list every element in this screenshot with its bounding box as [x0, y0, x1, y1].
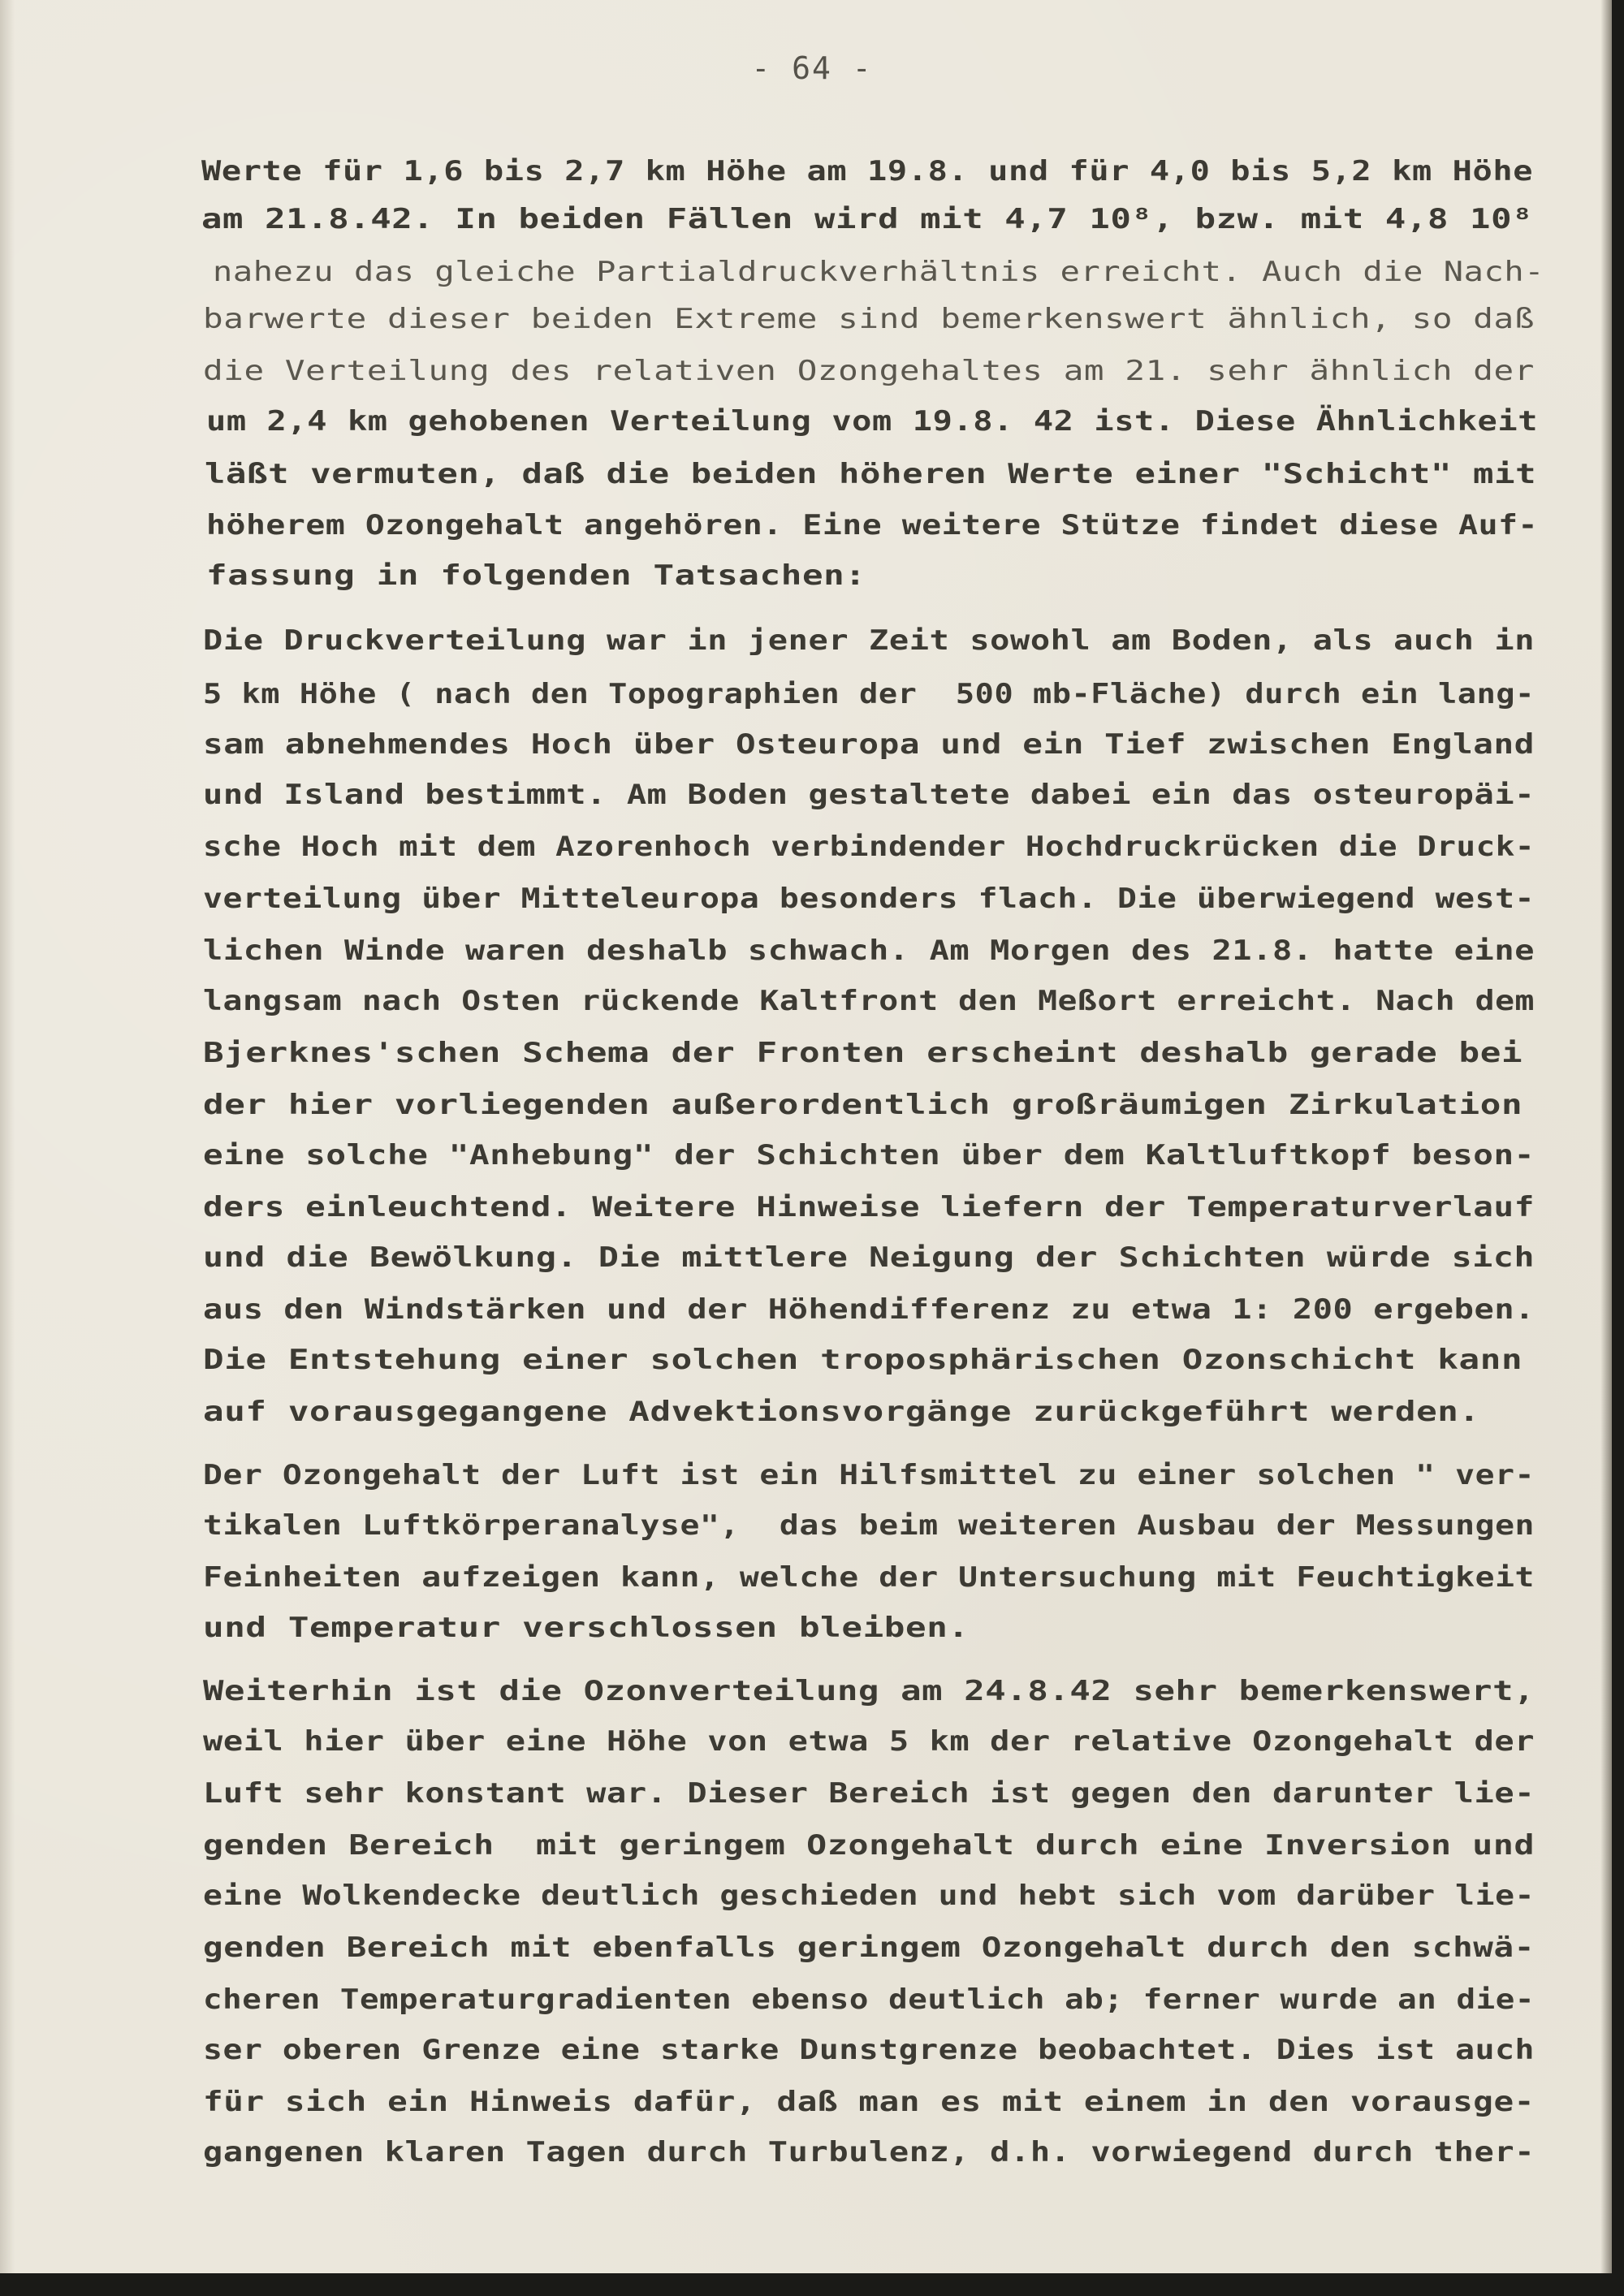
- text-line: am 21.8.42. In beiden Fällen wird mit 4,7 10⁸, bzw. mit 4,8 10⁸: [201, 203, 1534, 235]
- text-line: höherem Ozongehalt angehören. Eine weitere Stütze findet diese Auf-: [206, 509, 1539, 542]
- text-line: gangenen klaren Tagen durch Turbulenz, d.h. vorwiegend durch ther-: [203, 2136, 1535, 2169]
- text-line: langsam nach Osten rückende Kaltfront den Meßort erreicht. Nach dem: [203, 985, 1535, 1017]
- text-line: für sich ein Hinweis dafür, daß man es mit einem in den vorausge-: [203, 2086, 1535, 2118]
- text-line: Luft sehr konstant war. Dieser Bereich ist gegen den darunter lie-: [203, 1777, 1535, 1810]
- text-line: genden Bereich mit geringem Ozongehalt durch eine Inversion und: [203, 1829, 1535, 1862]
- text-line: Die Entstehung einer solchen troposphärischen Ozonschicht kann: [203, 1344, 1523, 1376]
- text-line: barwerte dieser beiden Extreme sind bemerkenswert ähnlich, so daß: [203, 303, 1535, 335]
- text-line: ser oberen Grenze eine starke Dunstgrenze beobachtet. Dies ist auch: [203, 2034, 1535, 2066]
- text-line: und die Bewölkung. Die mittlere Neigung der Schichten würde sich: [203, 1241, 1535, 1274]
- page-right-shadow: [1600, 0, 1612, 2273]
- text-line: lichen Winde waren deshalb schwach. Am Morgen des 21.8. hatte eine: [203, 934, 1535, 967]
- text-line: die Verteilung des relativen Ozongehaltes am 21. sehr ähnlich der: [203, 355, 1535, 387]
- text-line: und Temperatur verschlossen bleiben.: [203, 1612, 970, 1644]
- text-line: ders einleuchtend. Weitere Hinweise liefern der Temperaturverlauf: [203, 1191, 1535, 1224]
- text-line: fassung in folgenden Tatsachen:: [206, 559, 866, 592]
- text-line: 5 km Höhe ( nach den Topographien der 500 mb-Fläche) durch ein lang-: [203, 678, 1535, 710]
- text-line: Bjerknes'schen Schema der Fronten erscheint deshalb gerade bei: [203, 1037, 1523, 1069]
- text-line: Werte für 1,6 bis 2,7 km Höhe am 19.8. und für 4,0 bis 5,2 km Höhe: [201, 155, 1534, 188]
- text-line: um 2,4 km gehobenen Verteilung vom 19.8. 42 ist. Diese Ähnlichkeit: [206, 405, 1539, 438]
- text-line: genden Bereich mit ebenfalls geringem Ozongehalt durch den schwä-: [203, 1931, 1535, 1964]
- text-line: aus den Windstärken und der Höhendifferenz zu etwa 1: 200 ergeben.: [203, 1293, 1535, 1326]
- text-line: läßt vermuten, daß die beiden höheren Werte einer "Schicht" mit: [205, 458, 1537, 490]
- text-line: tikalen Luftkörperanalyse", das beim weiteren Ausbau der Messungen: [203, 1509, 1535, 1542]
- text-line: eine solche "Anhebung" der Schichten über dem Kaltluftkopf beson-: [203, 1139, 1535, 1172]
- text-line: sche Hoch mit dem Azorenhoch verbindender Hochdruckrücken die Druck-: [203, 831, 1535, 863]
- text-line: Die Druckverteilung war in jener Zeit sowohl am Boden, als auch in: [203, 624, 1535, 657]
- text-line: Der Ozongehalt der Luft ist ein Hilfsmittel zu einer solchen " ver-: [203, 1459, 1535, 1491]
- page-number: - 64 -: [751, 50, 873, 86]
- text-line: cheren Temperaturgradienten ebenso deutlich ab; ferner wurde an die-: [203, 1983, 1535, 2016]
- text-line: der hier vorliegenden außerordentlich großräumigen Zirkulation: [203, 1089, 1523, 1121]
- text-line: eine Wolkendecke deutlich geschieden und hebt sich vom darüber lie-: [203, 1880, 1535, 1912]
- text-line: sam abnehmendes Hoch über Osteuropa und ein Tief zwischen England: [203, 728, 1535, 761]
- text-line: Weiterhin ist die Ozonverteilung am 24.8.42 sehr bemerkenswert,: [203, 1675, 1535, 1707]
- text-line: weil hier über eine Höhe von etwa 5 km der relative Ozongehalt der: [203, 1725, 1535, 1758]
- text-line: und Island bestimmt. Am Boden gestaltete dabei ein das osteuropäi-: [203, 779, 1535, 811]
- text-line: Feinheiten aufzeigen kann, welche der Untersuchung mit Feuchtigkeit: [203, 1561, 1535, 1594]
- text-line: auf vorausgegangene Advektionsvorgänge zurückgeführt werden.: [203, 1396, 1480, 1428]
- text-line: nahezu das gleiche Partialdruckverhältnis erreicht. Auch die Nach-: [213, 256, 1545, 288]
- text-line: verteilung über Mitteleuropa besonders flach. Die überwiegend west-: [203, 883, 1535, 915]
- page-left-shadow: [0, 0, 15, 2273]
